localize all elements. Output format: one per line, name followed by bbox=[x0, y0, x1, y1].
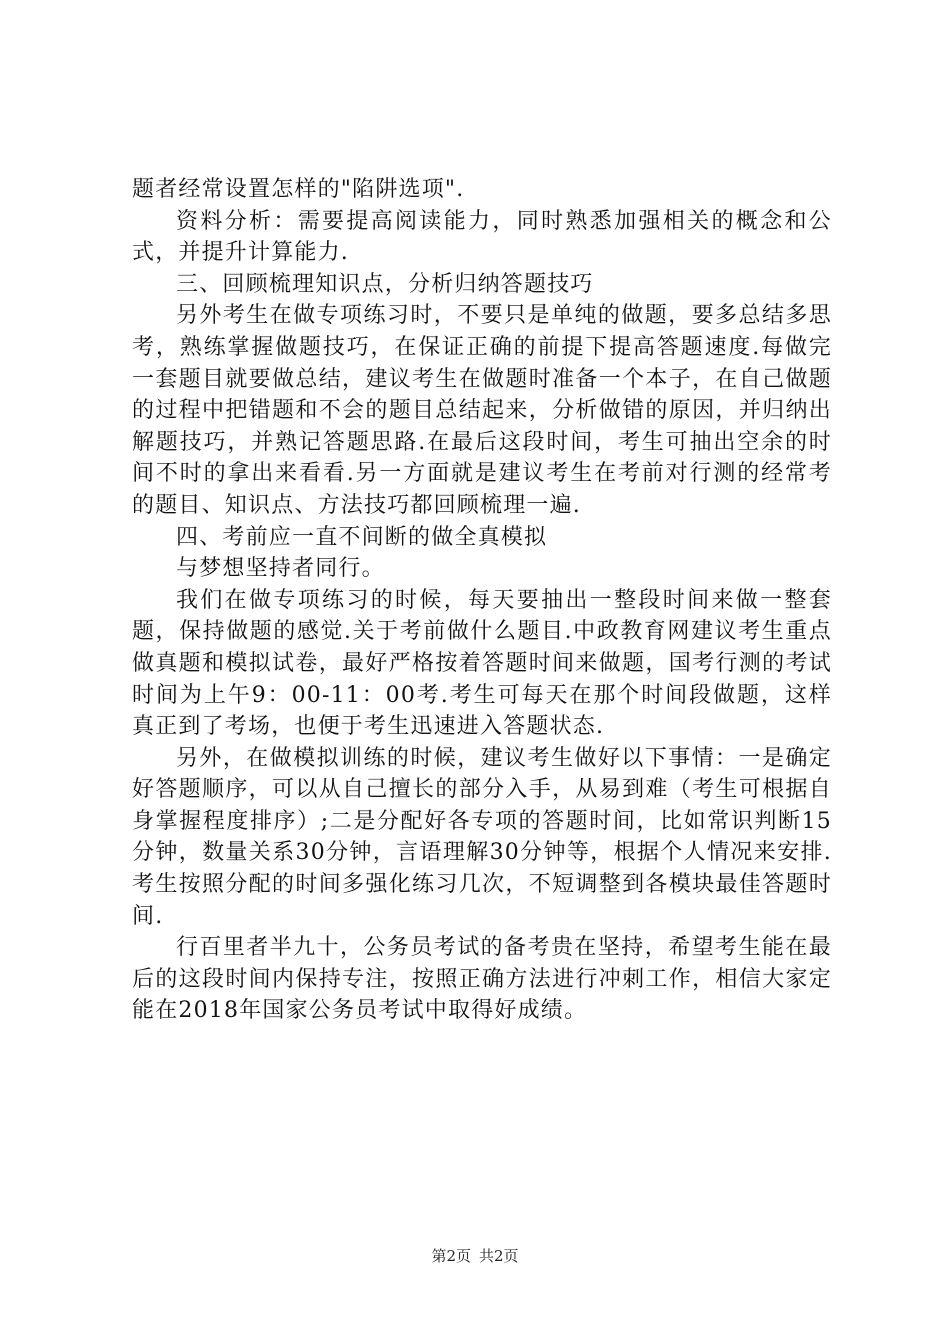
page-number: 第2页 bbox=[431, 1247, 471, 1265]
section-heading-simulation: 四、考前应一直不间断的做全真模拟 bbox=[176, 524, 548, 550]
page-footer bbox=[0, 1245, 950, 1266]
section-heading-review: 三、回顾梳理知识点，分析归纳答题技巧 bbox=[176, 271, 594, 297]
document-body bbox=[132, 174, 832, 1027]
paragraph-practice-tips: 另外考生在做专项练习时，不要只是单纯的做题，要多总结多思考，熟练掌握做题技巧，在保证正确的前提下提高答题速度.每做完一套题目就要做总结，建议考生在做题时准备一个本子，在自己做题的过程中把错题和不会的题目总结起来，分析做错的原因，并归纳出解题技巧，并熟记答题思路.在最后这段时间，考生可抽出空余的时间不时的拿出来看看.另一方面就是建议考生在考前对行测的经常考的题目、知识点、方法技巧都回顾梳理一遍. bbox=[132, 303, 832, 518]
paragraph-data-analysis: 资料分析：需要提高阅读能力，同时熟悉加强相关的概念和公式，并提升计算能力. bbox=[132, 208, 832, 266]
paragraph-full-practice: 我们在做专项练习的时候，每天要抽出一整段时间来做一整套题，保持做题的感觉.关于考前做什么题目.中政教育网建议考生重点做真题和模拟试卷，最好严格按着答题时间来做题，国考行测的考试时间为上午9：00-11：00考.考生可每天在那个时间段做题，这样真正到了考场，也便于考生迅速进入答题状态. bbox=[132, 587, 832, 740]
paragraph-simulation-advice: 另外，在做模拟训练的时候，建议考生做好以下事情：一是确定好答题顺序，可以从自己擅长的部分入手，从易到难（考生可根据自身掌握程度排序）;二是分配好各专项的答题时间，比如常识判断15分钟，数量关系30分钟，言语理解30分钟等，根据个人情况来安排.考生按照分配的时间多强化练习几次，不短调整到各模块最佳答题时间. bbox=[132, 745, 832, 929]
paragraph-motto: 与梦想坚持者同行。 bbox=[176, 556, 385, 582]
page-total: 共2页 bbox=[479, 1247, 519, 1265]
paragraph-conclusion: 行百里者半九十，公务员考试的备考贵在坚持，希望考生能在最后的这段时间内保持专注，按照正确方法进行冲刺工作，相信大家定能在2018年国家公务员考试中取得好成绩。 bbox=[132, 935, 832, 1024]
paragraph-continuation: 题者经常设置怎样的"陷阱选项". bbox=[132, 177, 465, 202]
